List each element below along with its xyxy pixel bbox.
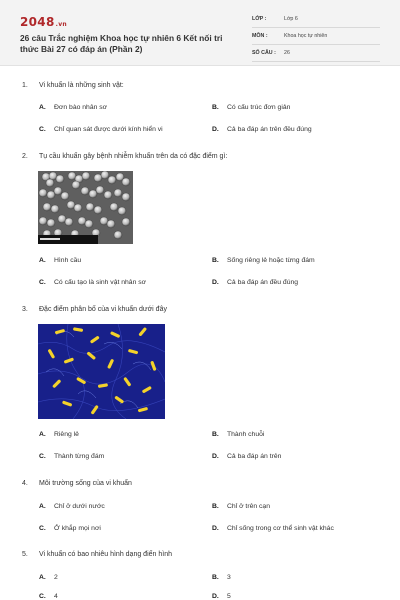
question-1	[22, 82, 124, 89]
option-letter: A.	[39, 574, 46, 581]
option-letter: C.	[39, 453, 46, 460]
option-letter: C.	[39, 126, 46, 133]
option-text: Chỉ sống trong cơ thể sinh vật khác	[227, 525, 334, 532]
option-letter: B.	[212, 104, 219, 111]
option-text: 2	[54, 574, 58, 581]
question-text: Môi trường sống của vi khuẩn	[39, 480, 132, 487]
meta-row-grade	[252, 12, 380, 28]
meta-row-count	[252, 46, 380, 62]
meta-label: MÔN :	[252, 33, 268, 40]
option-2b[interactable]	[212, 257, 315, 264]
option-text: Chỉ ở trên cạn	[227, 503, 270, 510]
option-3b[interactable]	[212, 431, 264, 438]
question-text: Vi khuẩn là những sinh vật:	[39, 82, 124, 89]
document-header	[0, 0, 400, 66]
question-text: Vi khuẩn có bao nhiêu hình dạng điển hình	[39, 551, 172, 558]
question-number: 5.	[22, 551, 28, 558]
option-text: Có cấu tạo là sinh vật nhân sơ	[54, 279, 147, 286]
question-4	[22, 480, 132, 487]
option-5d[interactable]	[212, 593, 231, 600]
option-text: Cả ba đáp án trên	[227, 453, 282, 460]
option-letter: C.	[39, 593, 46, 600]
option-text: Ở khắp mọi nơi	[54, 525, 101, 532]
staphylococcus-image	[38, 171, 133, 244]
option-letter: D.	[212, 126, 219, 133]
option-2d[interactable]	[212, 279, 298, 286]
option-4d[interactable]	[212, 525, 334, 532]
option-letter: D.	[212, 453, 219, 460]
option-text: Riêng lẻ	[54, 431, 79, 438]
option-1a[interactable]	[39, 104, 107, 111]
option-text: 5	[227, 593, 231, 600]
option-3d[interactable]	[212, 453, 281, 460]
option-4b[interactable]	[212, 503, 270, 510]
question-number: 3.	[22, 306, 28, 313]
option-3a[interactable]	[39, 431, 79, 438]
question-text: Đặc điểm phân bố của vi khuẩn dưới đây	[39, 306, 167, 313]
question-5	[22, 551, 172, 558]
bacteria-distribution-image	[38, 324, 165, 419]
option-letter: A.	[39, 104, 46, 111]
option-3c[interactable]	[39, 453, 104, 460]
question-number: 1.	[22, 82, 28, 89]
question-text: Tụ cầu khuẩn gây bệnh nhiễm khuẩn trên da có đặc điểm gì:	[39, 153, 228, 160]
option-text: Cả ba đáp án đều đúng	[227, 279, 299, 286]
option-text: 3	[227, 574, 231, 581]
option-text: Thành chuỗi	[227, 431, 265, 438]
meta-label: SỐ CÂU :	[252, 50, 276, 57]
site-logo[interactable]	[20, 15, 67, 29]
option-text: Đơn bào nhân sơ	[54, 104, 108, 111]
option-text: Sống riêng lẻ hoặc từng đám	[227, 257, 315, 264]
meta-label: LỚP :	[252, 16, 267, 23]
document-title: 26 câu Trắc nghiệm Khoa học tự nhiên 6 Kết nối tri thức Bài 27 có đáp án (Phần 2)	[20, 33, 223, 54]
option-letter: C.	[39, 279, 46, 286]
question-3	[22, 306, 167, 313]
option-2a[interactable]	[39, 257, 81, 264]
meta-row-subject	[252, 29, 380, 45]
option-text: Chỉ quan sát được dưới kính hiển vi	[54, 126, 163, 133]
option-5b[interactable]	[212, 574, 231, 581]
option-1d[interactable]	[212, 126, 312, 133]
question-2	[22, 153, 227, 160]
option-letter: A.	[39, 503, 46, 510]
option-text: Thành từng đám	[54, 453, 105, 460]
logo-main: 2048	[20, 15, 55, 29]
meta-value: Lớp 6	[284, 16, 298, 23]
option-text: Chỉ ở dưới nước	[54, 503, 105, 510]
option-letter: B.	[212, 503, 219, 510]
option-letter: A.	[39, 431, 46, 438]
question-number: 2.	[22, 153, 28, 160]
option-4a[interactable]	[39, 503, 105, 510]
staphylococcus-micrograph	[38, 171, 133, 244]
option-letter: D.	[212, 593, 219, 600]
option-letter: B.	[212, 431, 219, 438]
option-text: Cả ba đáp án trên đều đúng	[227, 126, 312, 133]
logo-suffix: .vn	[55, 21, 67, 28]
option-1c[interactable]	[39, 126, 163, 133]
option-5c[interactable]	[39, 593, 58, 600]
option-letter: B.	[212, 574, 219, 581]
rod-bacteria-image	[38, 324, 165, 419]
option-text: 4	[54, 593, 58, 600]
option-letter: B.	[212, 257, 219, 264]
option-1b[interactable]	[212, 104, 290, 111]
option-5a[interactable]	[39, 574, 58, 581]
option-4c[interactable]	[39, 525, 101, 532]
option-letter: D.	[212, 279, 219, 286]
document-meta	[252, 12, 380, 63]
option-letter: A.	[39, 257, 46, 264]
option-text: Hình cầu	[54, 257, 82, 264]
option-letter: C.	[39, 525, 46, 532]
meta-value: Khoa học tự nhiên	[284, 33, 328, 40]
meta-value: 26	[284, 50, 290, 57]
option-2c[interactable]	[39, 279, 146, 286]
option-letter: D.	[212, 525, 219, 532]
question-number: 4.	[22, 480, 28, 487]
option-text: Có cấu trúc đơn giản	[227, 104, 291, 111]
